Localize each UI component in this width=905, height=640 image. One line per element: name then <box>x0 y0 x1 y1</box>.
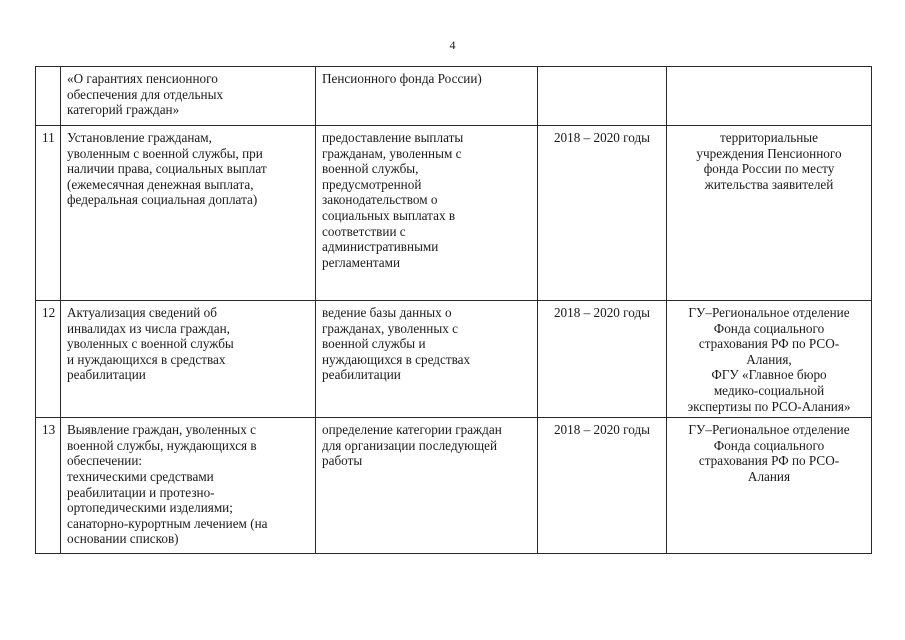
content-cell <box>316 301 538 418</box>
cell-text-line: фонда России по месту <box>703 161 835 177</box>
period-cell <box>538 301 667 418</box>
cell-text-line: реабилитации <box>67 367 146 383</box>
content-cell <box>316 67 538 126</box>
cell-text-line: военной службы, <box>322 161 419 177</box>
cell-text-line: предусмотренной <box>322 176 422 192</box>
cell-text-line: военной службы и <box>322 336 426 352</box>
cell-text-line: Алания, <box>746 351 792 367</box>
cell-text-line: предоставление выплаты <box>322 130 464 145</box>
cell-text-line: Установление гражданам, <box>67 130 212 145</box>
row-number-cell <box>36 67 61 126</box>
cell-text-line: административными <box>322 239 439 255</box>
cell-text-line: уволенным с военной службы, при <box>67 145 263 161</box>
cell-text-line: гражданам, уволенным с <box>322 145 462 161</box>
cell-text-line: Фонда социального <box>713 320 825 336</box>
cell-text-line: законодательством о <box>322 192 438 208</box>
cell-text-line: жительства заявителей <box>704 176 834 192</box>
row-number-cell <box>36 126 61 301</box>
cell-text: 11 <box>42 130 55 145</box>
cell-text-line: нуждающихся в средствах <box>322 351 471 367</box>
cell-text-line: ведение базы данных о <box>322 305 452 320</box>
cell-text-line: основании списков) <box>67 531 179 547</box>
cell-text-line: обеспечения для отдельных <box>67 86 224 102</box>
table-row <box>36 126 872 301</box>
cell-text: 12 <box>42 305 56 320</box>
cell-text-line: категорий граждан» <box>67 102 180 118</box>
cell-text-line: Пенсионного фонда России) <box>322 71 482 86</box>
cell-text-line: Актуализация сведений об <box>67 305 217 320</box>
action-cell <box>61 301 316 418</box>
cell-text-line: ГУ–Региональное отделение <box>688 422 850 438</box>
row-number-cell <box>36 418 61 554</box>
cell-text-line: гражданах, уволенных с <box>322 320 458 336</box>
cell-text-line: экспертизы по РСО-Алания» <box>687 398 851 414</box>
cell-text-line: Фонда социального <box>713 437 825 453</box>
cell-text-line: федеральная социальная доплата) <box>67 192 258 208</box>
cell-text-line: страхования РФ по РСО- <box>698 453 840 469</box>
cell-text-line: санаторно-курортным лечением (на <box>67 515 268 531</box>
cell-text-line: наличии права, социальных выплат <box>67 161 267 177</box>
cell-text-line: реабилитации и протезно- <box>67 484 215 500</box>
cell-text-line: территориальные <box>719 130 819 145</box>
cell-text-line: социальных выплатах в <box>322 207 456 223</box>
cell-text-line: работы <box>322 453 363 469</box>
cell-text-line: соответствии с <box>322 223 406 239</box>
cell-text-line: военной службы, нуждающихся в <box>67 437 257 453</box>
cell-text-line: (ежемесячная денежная выплата, <box>67 176 254 192</box>
table-row <box>36 301 872 418</box>
cell-text: 2018 – 2020 годы <box>553 305 651 320</box>
content-cell <box>316 418 538 554</box>
cell-text: 13 <box>42 422 56 438</box>
period-cell <box>538 126 667 301</box>
executor-cell <box>667 418 872 554</box>
table-row <box>36 418 872 554</box>
cell-text-line: учреждения Пенсионного <box>696 145 842 161</box>
cell-text-line: Алания <box>747 468 791 484</box>
cell-text-line: регламентами <box>322 254 401 270</box>
cell-text-line: техническими средствами <box>67 468 214 484</box>
content-cell <box>316 126 538 301</box>
cell-text-line: страхования РФ по РСО- <box>698 336 840 352</box>
executor-cell <box>667 67 872 126</box>
cell-text-line: ортопедическими изделиями; <box>67 500 233 516</box>
cell-text-line: медико-социальной <box>713 382 825 398</box>
period-cell <box>538 418 667 554</box>
action-cell <box>61 418 316 554</box>
executor-cell <box>667 301 872 418</box>
table-row <box>36 67 872 126</box>
cell-text: 2018 – 2020 годы <box>553 422 651 438</box>
executor-cell <box>667 126 872 301</box>
cell-text-line: и нуждающихся в средствах <box>67 351 226 367</box>
cell-text-line: ФГУ «Главное бюро <box>711 367 827 383</box>
cell-text-line: Выявление граждан, уволенных с <box>67 422 256 438</box>
cell-text-line: «О гарантиях пенсионного <box>67 71 218 86</box>
cell-text-line: ГУ–Региональное отделение <box>688 305 850 320</box>
cell-text: 2018 – 2020 годы <box>553 130 651 145</box>
cell-text-line: обеспечении: <box>67 453 143 469</box>
cell-text-line: для организации последующей <box>322 437 498 453</box>
page-number: 4 <box>449 38 456 52</box>
action-cell <box>61 67 316 126</box>
cell-text-line: уволенных с военной службы <box>67 336 234 352</box>
period-cell <box>538 67 667 126</box>
action-cell <box>61 126 316 301</box>
row-number-cell <box>36 301 61 418</box>
cell-text-line: реабилитации <box>322 367 401 383</box>
cell-text-line: определение категории граждан <box>322 422 502 438</box>
cell-text-line: инвалидах из числа граждан, <box>67 320 230 336</box>
measures-table <box>35 66 872 554</box>
